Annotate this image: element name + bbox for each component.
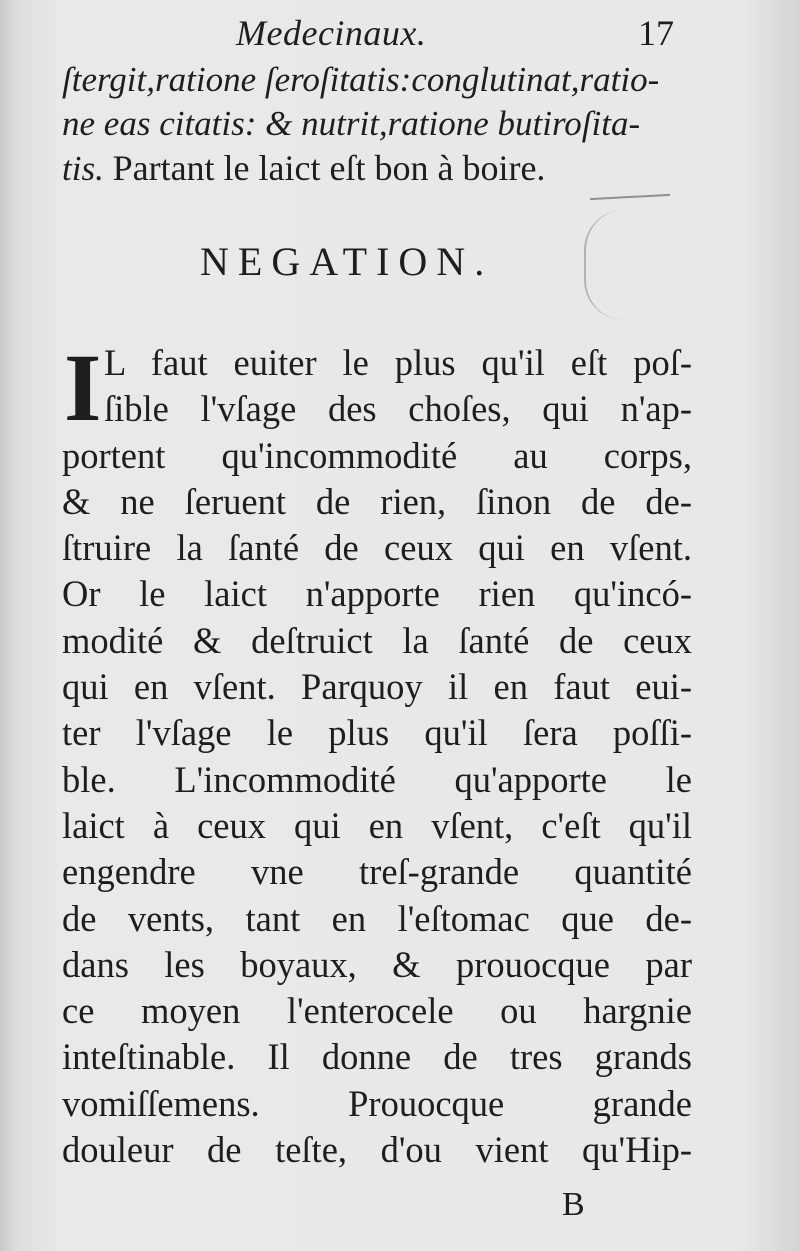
text-line: vomiſſemens. Prouocque grande — [62, 1082, 692, 1124]
text-line: Or le laict n'apporte rien qu'incó- — [62, 573, 692, 615]
text-line: engendre vne treſ-grande quantité — [62, 851, 692, 893]
text-line: ce moyen l'enterocele ou hargnie — [62, 990, 692, 1032]
running-title: Medecinaux. — [236, 13, 427, 53]
text-line: L faut euiter le plus qu'il eſt poſ- — [104, 342, 692, 383]
text-line: ter l'vſage le plus qu'il ſera poſſi- — [62, 712, 692, 754]
drop-cap: I — [64, 334, 102, 441]
text-line: ſtruire la ſanté de ceux qui en vſent. — [62, 527, 692, 569]
text-line: de vents, tant en l'eſtomac que de- — [62, 897, 692, 939]
text-line: laict à ceux qui en vſent, c'eſt qu'il — [62, 804, 692, 846]
text-line: ſtergit,ratione ſeroſitatis:conglutinat,ratio- — [62, 60, 660, 99]
text-line: douleur de teſte, d'ou vient qu'Hip- — [62, 1129, 692, 1171]
conclusion-text: Partant le laict eſt bon à boire. — [112, 148, 546, 188]
latin-passage — [62, 58, 722, 190]
text-line: modité & deſtruict la ſanté de ceux — [62, 619, 692, 661]
body-text — [62, 334, 702, 1173]
text-line: & ne ſeruent de rien, ſinon de de- — [62, 480, 692, 522]
text-line: ble. L'incommodité qu'apporte le — [62, 758, 692, 800]
text-line: dans les boyaux, & prouocque par — [62, 943, 692, 985]
text-line: inteſtinable. Il donne de tres grands — [62, 1036, 692, 1078]
show-through-mark — [584, 210, 626, 320]
text-line: portent qu'incommodité au corps, — [62, 434, 692, 476]
ink-mark — [590, 194, 670, 200]
page-number: 17 — [638, 13, 674, 53]
text-line: ſible l'vſage des choſes, qui n'ap- — [104, 388, 692, 430]
latin-word: tis. — [62, 149, 104, 188]
page-header — [0, 4, 800, 56]
section-heading: NEGATION. — [200, 239, 494, 284]
text-line: qui en vſent. Parquoy il en faut eui- — [62, 666, 692, 708]
signature-mark: B — [562, 1186, 585, 1223]
text-line — [62, 146, 722, 190]
text-line: ne eas citatis: & nutrit,ratione butiroſita- — [62, 104, 641, 143]
